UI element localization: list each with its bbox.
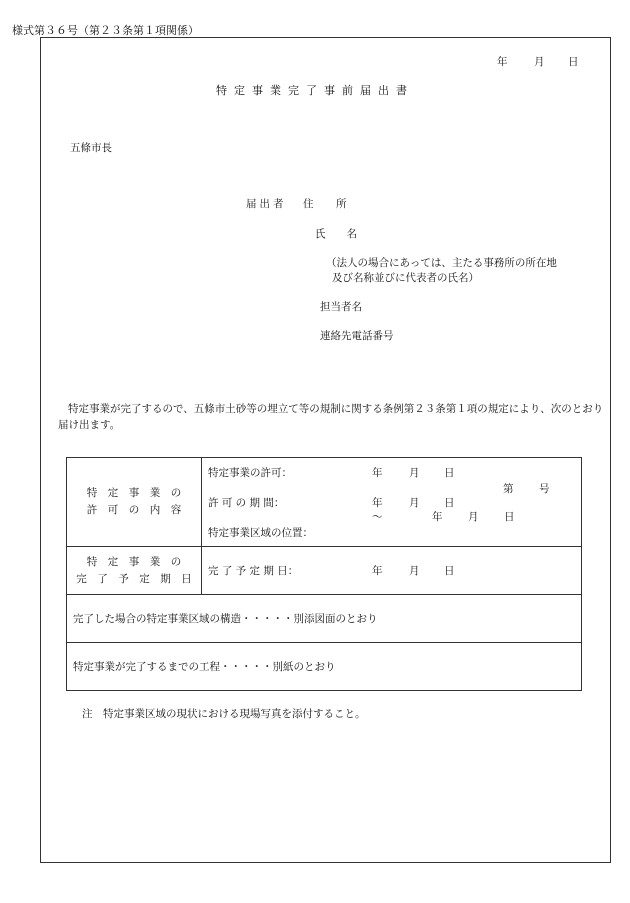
permit-row [67, 458, 582, 547]
permit-number-go: 号 [539, 483, 550, 495]
period-end-month: 月 [468, 511, 479, 523]
planned-date-label: 完 了 予 定 期 日： [208, 565, 299, 577]
process-row [67, 643, 582, 691]
form-number: 様式第３６号（第２３条第１項関係） [12, 24, 199, 37]
period-start-day: 日 [444, 497, 455, 509]
body-text: 特定事業が完了するので、五條市土砂等の埋立て等の規制に関する条例第２３条第１項の規定により、次のとおり届け出ます。 [58, 403, 604, 431]
completion-category-line1: 特 定 事 業 の [86, 555, 182, 568]
date-month: 月 [534, 56, 545, 68]
process-cell: 特定事業が完了するまでの工程・・・・・別紙のとおり [67, 643, 582, 691]
period-end-day: 日 [504, 511, 515, 523]
planned-day: 日 [444, 565, 455, 577]
period-tilde: ～ [372, 511, 383, 523]
period-start-year: 年 [372, 497, 383, 509]
completion-detail-cell [202, 547, 582, 595]
document-title: 特定事業完了事前届出書 [216, 84, 414, 97]
permit-category-line1: 特 定 事 業 の [86, 487, 182, 499]
permit-category-cell [67, 458, 202, 547]
structure-cell: 完了した場合の特定事業区域の構造・・・・・別添図面のとおり [67, 595, 582, 643]
planned-year: 年 [372, 565, 383, 577]
contact-person-label: 担当者名 [320, 301, 362, 313]
corporate-note-line2: 及び名称並びに代表者の氏名） [332, 272, 479, 284]
permit-number-dai: 第 [503, 483, 514, 495]
permit-year: 年 [372, 467, 383, 479]
notifier-heading: 届出者 [246, 198, 287, 210]
phone-label: 連絡先電話番号 [320, 330, 394, 342]
completion-category-cell [67, 547, 202, 595]
period-label: 許 可 の 期 間： [208, 497, 285, 509]
completion-category-line2: 完 了 予 定 期 日 [76, 572, 192, 585]
planned-month: 月 [409, 565, 420, 577]
structure-row [67, 595, 582, 643]
photo-note: 注 特定事業区域の現状における現場写真を添付すること。 [82, 708, 366, 720]
period-start-month: 月 [409, 497, 420, 509]
permit-month: 月 [409, 467, 420, 479]
addressee: 五條市長 [70, 142, 112, 154]
date-day: 日 [568, 56, 579, 68]
permit-label: 特定事業の許可： [208, 467, 292, 479]
details-table [66, 457, 582, 691]
permit-day: 日 [444, 467, 455, 479]
permit-detail-cell [202, 458, 582, 547]
permit-category-line2: 許 可 の 内 容 [86, 504, 182, 516]
date-year: 年 [497, 56, 508, 68]
name-label: 氏 名 [315, 228, 357, 240]
form-frame [40, 37, 611, 863]
location-label: 特定事業区域の位置： [208, 527, 313, 539]
corporate-note-line1: （法人の場合にあっては、主たる事務所の所在地 [326, 257, 557, 269]
period-end-year: 年 [432, 511, 443, 523]
address-label: 住 所 [303, 198, 353, 210]
completion-row [67, 547, 582, 595]
